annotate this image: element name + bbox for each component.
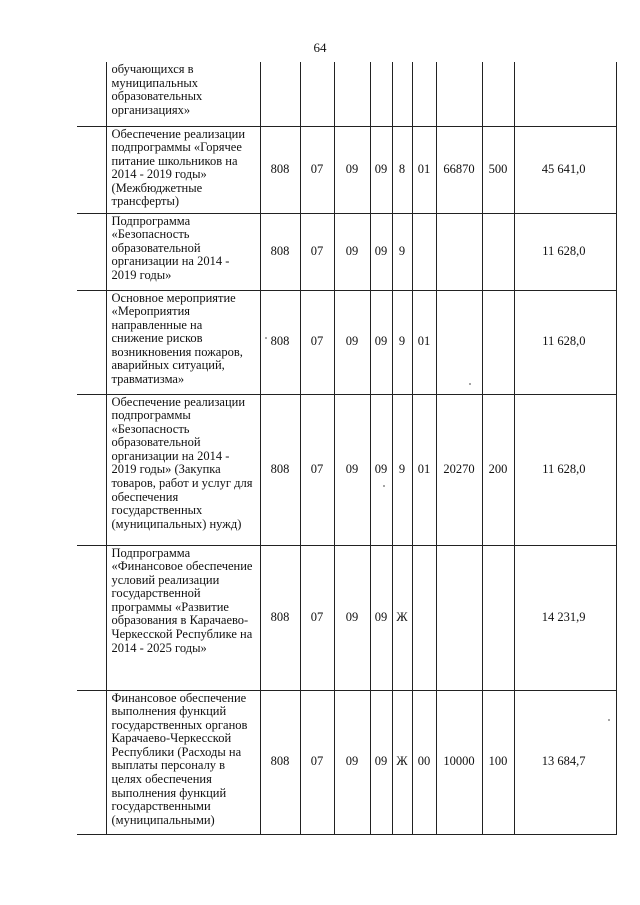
code-cell-c2: 07	[300, 213, 334, 290]
amount-cell: 45 641,0	[514, 126, 616, 213]
code-cell-c5: Ж	[392, 545, 412, 690]
code-cell-c7	[436, 62, 482, 126]
code-cell-c8	[482, 290, 514, 394]
code-cell-c7	[436, 213, 482, 290]
code-cell-c4: 09	[370, 690, 392, 834]
code-cell-c3	[334, 62, 370, 126]
code-cell-c2: 07	[300, 126, 334, 213]
code-cell-c6	[412, 545, 436, 690]
amount-cell: 11 628,0	[514, 290, 616, 394]
table-row	[77, 690, 616, 834]
row-description: обучающихся в муниципальных образовательных организациях»	[106, 62, 260, 126]
code-cell-c3: 09	[334, 394, 370, 545]
code-cell-c7: 66870	[436, 126, 482, 213]
code-cell-c5: 9	[392, 213, 412, 290]
code-cell-c8	[482, 545, 514, 690]
code-cell-c4: 09	[370, 126, 392, 213]
code-cell-c3: 09	[334, 690, 370, 834]
row-description: Подпрограмма «Безопасность образовательной организации на 2014 - 2019 годы»	[106, 213, 260, 290]
code-cell-c7	[436, 290, 482, 394]
code-cell-c2: 07	[300, 290, 334, 394]
row-description: Основное мероприятие «Мероприятия направленные на снижение рисков возникновения пожаров, аварийных ситуаций, травматизма»	[106, 290, 260, 394]
code-cell-c4: 09	[370, 213, 392, 290]
table-row	[77, 290, 616, 394]
code-cell-c2: 07	[300, 545, 334, 690]
code-cell-c1: 808	[260, 213, 300, 290]
table-row	[77, 545, 616, 690]
scan-speck	[265, 337, 267, 339]
table-row	[77, 126, 616, 213]
code-cell-c5: 8	[392, 126, 412, 213]
scan-speck	[469, 383, 471, 385]
code-cell-c6: 01	[412, 126, 436, 213]
code-cell-c7: 10000	[436, 690, 482, 834]
row-description: Обеспечение реализации подпрограммы «Безопасность образовательной организации на 2014 - 2019 годы» (Закупка товаров, работ и услуг для обеспечения государственных (муниципальных) нужд)	[106, 394, 260, 545]
code-cell-c2: 07	[300, 394, 334, 545]
code-cell-c8: 200	[482, 394, 514, 545]
code-cell-c1: 808	[260, 290, 300, 394]
amount-cell: 13 684,7	[514, 690, 616, 834]
code-cell-c5: 9	[392, 394, 412, 545]
code-cell-c1: 808	[260, 690, 300, 834]
row-margin-cell	[77, 213, 106, 290]
row-margin-cell	[77, 394, 106, 545]
amount-cell: 14 231,9	[514, 545, 616, 690]
code-cell-c6: 01	[412, 290, 436, 394]
amount-cell	[514, 62, 616, 126]
code-cell-c6	[412, 213, 436, 290]
row-description: Финансовое обеспечение выполнения функций государственных органов Карачаево-Черкесской Республики (Расходы на выплаты персоналу в целях обеспечения выполнения функций государственными (муниципальными)	[106, 690, 260, 834]
code-cell-c1: 808	[260, 126, 300, 213]
scan-speck	[608, 719, 610, 721]
code-cell-c3: 09	[334, 213, 370, 290]
row-margin-cell	[77, 126, 106, 213]
code-cell-c3: 09	[334, 545, 370, 690]
code-cell-c8	[482, 62, 514, 126]
code-cell-c4: 09	[370, 545, 392, 690]
code-cell-c5: 9	[392, 290, 412, 394]
page-number: 64	[313, 40, 327, 55]
code-cell-c8: 500	[482, 126, 514, 213]
code-cell-c8: 100	[482, 690, 514, 834]
code-cell-c5: Ж	[392, 690, 412, 834]
code-cell-c7	[436, 545, 482, 690]
code-cell-c2	[300, 62, 334, 126]
code-cell-c4: 09	[370, 394, 392, 545]
row-description: Подпрограмма «Финансовое обеспечение условий реализации государственной программы «Развитие образования в Карачаево-Черкесской Республике на 2014 - 2025 годы»	[106, 545, 260, 690]
code-cell-c6	[412, 62, 436, 126]
code-cell-c6: 00	[412, 690, 436, 834]
row-margin-cell	[77, 690, 106, 834]
amount-cell: 11 628,0	[514, 213, 616, 290]
code-cell-c2: 07	[300, 690, 334, 834]
table-row	[77, 62, 616, 126]
row-margin-cell	[77, 290, 106, 394]
code-cell-c4: 09	[370, 290, 392, 394]
scan-speck	[383, 485, 385, 487]
table-row	[77, 213, 616, 290]
code-cell-c6: 01	[412, 394, 436, 545]
code-cell-c3: 09	[334, 290, 370, 394]
table-row	[77, 394, 616, 545]
code-cell-c1: 808	[260, 545, 300, 690]
code-cell-c1	[260, 62, 300, 126]
code-cell-c7: 20270	[436, 394, 482, 545]
code-cell-c3: 09	[334, 126, 370, 213]
row-margin-cell	[77, 62, 106, 126]
row-margin-cell	[77, 545, 106, 690]
code-cell-c5	[392, 62, 412, 126]
amount-cell: 11 628,0	[514, 394, 616, 545]
row-description: Обеспечение реализации подпрограммы «Горячее питание школьников на 2014 - 2019 годы» (Межбюджетные трансферты)	[106, 126, 260, 213]
code-cell-c4	[370, 62, 392, 126]
code-cell-c1: 808	[260, 394, 300, 545]
budget-table	[77, 62, 617, 835]
code-cell-c8	[482, 213, 514, 290]
